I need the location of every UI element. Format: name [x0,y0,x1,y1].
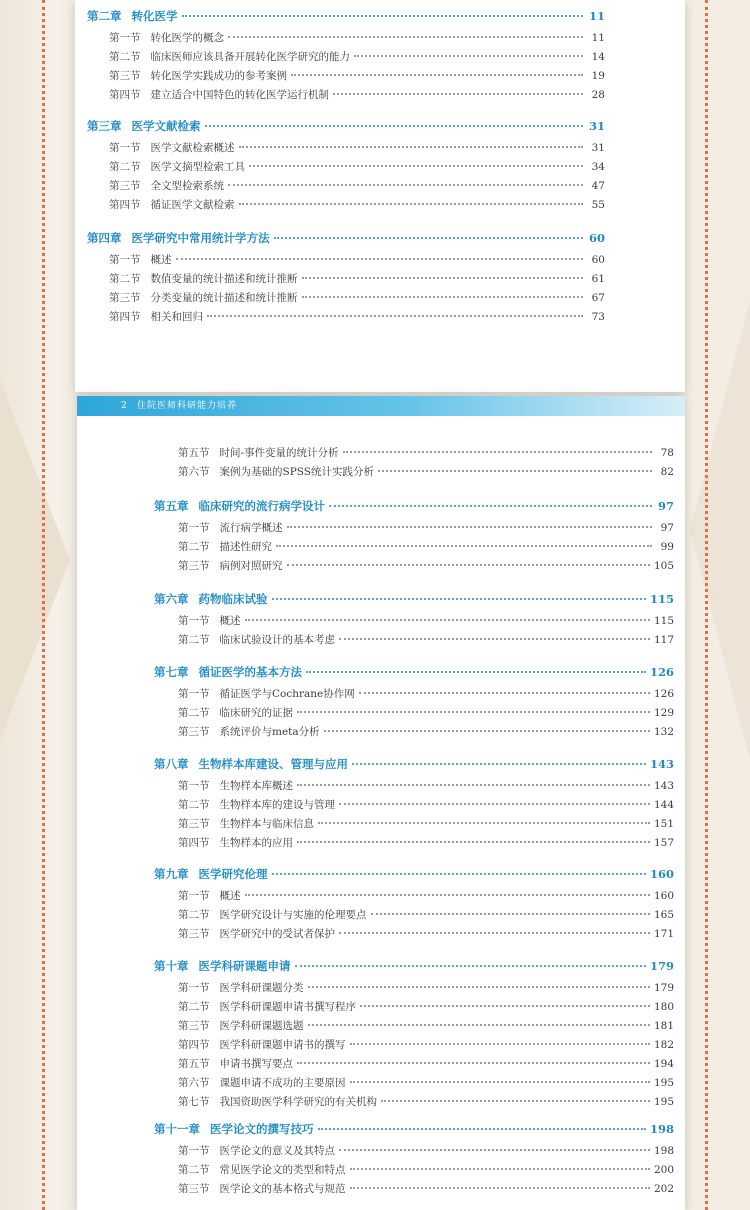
dot-leader [378,470,652,472]
dot-leader [182,15,584,17]
page-number: 181 [653,1020,674,1032]
dot-leader [302,296,584,298]
dot-leader [302,277,584,279]
dot-leader [339,932,650,934]
section-number: 第四节 [178,1039,210,1051]
toc-section-row[interactable] [178,445,674,460]
section-title: 分类变量的统计描述和统计推断 [150,292,298,304]
section-title: 循证医学文献检索 [150,199,235,211]
dot-leader [205,125,584,127]
toc-section-row[interactable] [109,30,605,45]
background-triangle-right [690,300,750,760]
toc-section-row[interactable] [178,888,674,903]
background-triangle-left [0,380,70,740]
section-title: 相关和回归 [150,311,203,323]
section-title: 时间-事件变量的统计分析 [219,447,339,459]
page-number: 198 [653,1145,674,1157]
dot-leader [276,545,652,547]
dot-leader [350,1043,650,1045]
section-number: 第三节 [109,292,141,304]
dot-leader [272,598,646,600]
section-title: 描述性研究 [219,541,272,553]
section-number: 第六节 [178,1077,210,1089]
toc-section-row[interactable] [178,1162,674,1177]
chapter-title: 医学科研课题申请 [198,959,291,973]
dot-leader [343,451,652,453]
toc-section-row[interactable] [178,907,674,922]
section-number: 第三节 [178,1020,210,1032]
section-number: 第二节 [178,909,210,921]
section-title: 临床试验设计的基本考虑 [219,634,335,646]
chapter-number: 第十一章 [154,1122,200,1136]
section-number: 第四节 [109,199,141,211]
page-number: 60 [591,254,605,266]
page-number: 60 [588,231,605,245]
section-title: 转化医学实践成功的参考案例 [150,70,287,82]
dot-leader [339,638,650,640]
toc-section-row[interactable] [178,705,674,720]
section-number: 第一节 [109,142,141,154]
toc-chapter-row[interactable] [154,958,674,974]
section-number: 第一节 [109,254,141,266]
page-number: 198 [649,1122,674,1136]
page-number: 14 [591,51,605,63]
section-number: 第五节 [178,1058,210,1070]
dot-leader [287,526,653,528]
toc-section-row[interactable] [178,1056,674,1071]
toc-chapter-row[interactable] [154,1121,674,1137]
section-title: 医学文献检索概述 [150,142,235,154]
toc-section-row[interactable] [178,1094,674,1109]
decorative-dotted-border-left [42,0,45,1210]
section-title: 医学论文的意义及其特点 [219,1145,335,1157]
section-title: 医学研究中的受试者保护 [219,928,335,940]
toc-section-row[interactable] [178,539,674,554]
toc-chapter-row[interactable] [87,118,605,134]
dot-leader [339,803,650,805]
section-number: 第一节 [178,982,210,994]
toc-section-row[interactable] [178,1018,674,1033]
dot-leader [176,258,584,260]
chapter-title: 药物临床试验 [198,592,268,606]
page-number: 202 [653,1183,674,1195]
chapter-number: 第九章 [154,867,189,881]
dot-leader [352,763,646,765]
section-number: 第一节 [178,615,210,627]
toc-section-row[interactable] [109,290,605,305]
section-title: 医学科研课题选题 [219,1020,304,1032]
dot-leader [308,1024,650,1026]
page-number: 143 [653,780,674,792]
section-title: 课题申请不成功的主要原因 [219,1077,346,1089]
section-number: 第二节 [178,1164,210,1176]
page-number: 28 [591,89,605,101]
section-number: 第二节 [178,1001,210,1013]
section-title: 医学科研课题申请书的撰写 [219,1039,346,1051]
section-title: 全文型检索系统 [150,180,224,192]
toc-section-row[interactable] [109,68,605,83]
toc-section-row[interactable] [178,835,674,850]
page-number: 61 [591,273,605,285]
dot-leader [381,1100,650,1102]
page-number: 195 [653,1077,674,1089]
section-title: 临床医师应该具备开展转化医学研究的能力 [150,51,350,63]
page-number: 73 [591,311,605,323]
toc-chapter-row[interactable] [87,230,605,246]
toc-section-row[interactable] [178,558,674,573]
toc-section-row[interactable] [178,1037,674,1052]
page-number: 129 [653,707,674,719]
toc-chapter-row[interactable] [154,664,674,680]
toc-section-row[interactable] [178,1181,674,1196]
dot-leader [228,36,583,38]
toc-section-row[interactable] [109,197,605,212]
page-number: 115 [653,615,674,627]
page-number: 11 [591,32,605,44]
page-number: 47 [591,180,605,192]
section-title: 医学论文的基本格式与规范 [219,1183,346,1195]
section-number: 第二节 [178,799,210,811]
chapter-title: 转化医学 [131,9,178,23]
toc-section-row[interactable] [109,271,605,286]
dot-leader [333,93,583,95]
page-number: 99 [660,541,674,553]
dot-leader [329,505,652,507]
page-number: 105 [653,560,674,572]
chapter-number: 第十章 [154,959,189,973]
dot-leader [350,1168,650,1170]
chapter-number: 第六章 [154,592,189,606]
section-title: 临床研究的证据 [219,707,293,719]
section-number: 第一节 [178,688,210,700]
page-number: 160 [653,890,674,902]
toc-section-row[interactable] [178,980,674,995]
section-number: 第三节 [109,180,141,192]
toc-chapter-row[interactable] [154,866,674,882]
dot-leader [295,965,646,967]
dot-leader [318,1128,646,1130]
section-number: 第一节 [178,780,210,792]
section-number: 第二节 [109,51,141,63]
toc-chapter-row[interactable] [154,591,674,607]
section-number: 第二节 [109,161,141,173]
page-number: 144 [653,799,674,811]
page-number: 115 [649,592,674,606]
toc-chapter-row[interactable] [87,8,605,24]
page-number: 55 [591,199,605,211]
section-title: 我国资助医学科学研究的有关机构 [219,1096,377,1108]
dot-leader [297,1062,650,1064]
section-number: 第二节 [178,707,210,719]
chapter-title: 医学研究中常用统计学方法 [131,231,270,245]
dot-leader [350,1081,650,1083]
toc-chapter-row[interactable] [154,756,674,772]
dot-leader [239,146,584,148]
chapter-title: 循证医学的基本方法 [198,665,302,679]
section-title: 流行病学概述 [219,522,283,534]
section-number: 第一节 [178,890,210,902]
section-number: 第三节 [109,70,141,82]
dot-leader [371,913,650,915]
toc-section-row[interactable] [109,87,605,102]
page-number: 165 [653,909,674,921]
page-number: 67 [591,292,605,304]
toc-section-row[interactable] [178,464,674,479]
dot-leader [207,315,583,317]
section-number: 第二节 [178,541,210,553]
dot-leader [350,1187,650,1189]
page-number: 160 [649,867,674,881]
chapter-title: 医学论文的撰写技巧 [210,1122,314,1136]
dot-leader [245,894,650,896]
toc-section-row[interactable] [178,816,674,831]
page-number: 179 [649,959,674,973]
page-number: 126 [649,665,674,679]
section-number: 第一节 [109,32,141,44]
section-title: 医学研究设计与实施的伦理要点 [219,909,367,921]
toc-section-row[interactable] [178,926,674,941]
section-title: 生物样本库的建设与管理 [219,799,335,811]
chapter-title: 临床研究的流行病学设计 [198,499,325,513]
section-number: 第三节 [178,560,210,572]
toc-page-bottom [77,396,685,1210]
section-number: 第七节 [178,1096,210,1108]
toc-section-row[interactable] [178,724,674,739]
section-number: 第三节 [178,726,210,738]
section-title: 概述 [150,254,172,266]
toc-section-row[interactable] [178,686,674,701]
toc-chapter-row[interactable] [154,498,674,514]
section-title: 申请书撰写要点 [219,1058,293,1070]
section-number: 第四节 [178,837,210,849]
dot-leader [318,822,650,824]
page-number: 195 [653,1096,674,1108]
toc-section-row[interactable] [109,309,605,324]
section-number: 第三节 [178,928,210,940]
page-number: 117 [653,634,674,646]
page-number: 194 [653,1058,674,1070]
page-number: 143 [649,757,674,771]
page-number: 11 [588,9,605,23]
section-title: 生物样本的应用 [219,837,293,849]
chapter-number: 第四章 [87,231,122,245]
toc-section-row[interactable] [109,140,605,155]
section-title: 常见医学论文的类型和特点 [219,1164,346,1176]
section-title: 医学科研课题分类 [219,982,304,994]
page-number: 151 [653,818,674,830]
dot-leader [239,203,584,205]
section-title: 系统评价与meta分析 [219,726,320,738]
chapter-number: 第七章 [154,665,189,679]
dot-leader [228,184,583,186]
chapter-title: 医学文献检索 [131,119,201,133]
dot-leader [291,74,583,76]
page-number: 82 [660,466,674,478]
section-number: 第二节 [178,634,210,646]
section-number: 第六节 [178,466,210,478]
section-number: 第三节 [178,1183,210,1195]
page-number: 126 [653,688,674,700]
chapter-number: 第五章 [154,499,189,513]
section-title: 概述 [219,890,241,902]
running-header-title: 住院医师科研能力培养 [137,401,238,411]
dot-leader [274,237,584,239]
section-title: 医学科研课题申请书撰写程序 [219,1001,356,1013]
page-number: 179 [653,982,674,994]
toc-section-row[interactable] [178,1075,674,1090]
toc-section-row[interactable] [109,159,605,174]
section-title: 医学文摘型检索工具 [150,161,245,173]
dot-leader [297,711,650,713]
page-number: 180 [653,1001,674,1013]
section-number: 第三节 [178,818,210,830]
dot-leader [306,671,646,673]
dot-leader [339,1149,650,1151]
chapter-number: 第二章 [87,9,122,23]
page-number: 200 [653,1164,674,1176]
toc-section-row[interactable] [178,632,674,647]
dot-leader [249,165,583,167]
page-number: 31 [591,142,605,154]
page-number: 31 [588,119,605,133]
section-number: 第一节 [178,522,210,534]
dot-leader [308,986,650,988]
page-number: 132 [653,726,674,738]
page-number: 19 [591,70,605,82]
section-title: 转化医学的概念 [150,32,224,44]
dot-leader [297,784,650,786]
section-title: 案例为基础的SPSS统计实践分析 [219,466,374,478]
toc-section-row[interactable] [178,778,674,793]
dot-leader [360,1005,650,1007]
section-title: 循证医学与Cochrane协作网 [219,688,355,700]
toc-section-row[interactable] [178,1143,674,1158]
page-number: 157 [653,837,674,849]
dot-leader [297,841,650,843]
dot-leader [359,692,650,694]
page-number: 182 [653,1039,674,1051]
section-title: 病例对照研究 [219,560,283,572]
toc-section-row[interactable] [178,797,674,812]
section-title: 数值变量的统计描述和统计推断 [150,273,298,285]
page-number: 97 [657,499,674,513]
chapter-title: 医学研究伦理 [198,867,268,881]
chapter-number: 第三章 [87,119,122,133]
dot-leader [324,730,650,732]
dot-leader [354,55,583,57]
page-number: 78 [660,447,674,459]
chapter-title: 生物样本库建设、管理与应用 [198,757,348,771]
section-number: 第五节 [178,447,210,459]
running-header-page-number: 2 [121,401,128,411]
decorative-dotted-border-right [705,0,708,1210]
dot-leader [272,873,646,875]
section-title: 生物样本与临床信息 [219,818,314,830]
dot-leader [245,619,650,621]
section-number: 第四节 [109,311,141,323]
toc-section-row[interactable] [109,178,605,193]
page-number: 97 [660,522,674,534]
section-number: 第二节 [109,273,141,285]
chapter-number: 第八章 [154,757,189,771]
section-number: 第一节 [178,1145,210,1157]
toc-section-row[interactable] [178,613,674,628]
toc-section-row[interactable] [178,999,674,1014]
dot-leader [287,564,650,566]
toc-section-row[interactable] [109,252,605,267]
toc-section-row[interactable] [178,520,674,535]
page-number: 34 [591,161,605,173]
toc-page-top [75,0,685,392]
toc-section-row[interactable] [109,49,605,64]
section-number: 第四节 [109,89,141,101]
section-title: 生物样本库概述 [219,780,293,792]
page-number: 171 [653,928,674,940]
section-title: 建立适合中国特色的转化医学运行机制 [150,89,329,101]
running-header [77,396,685,416]
section-title: 概述 [219,615,241,627]
